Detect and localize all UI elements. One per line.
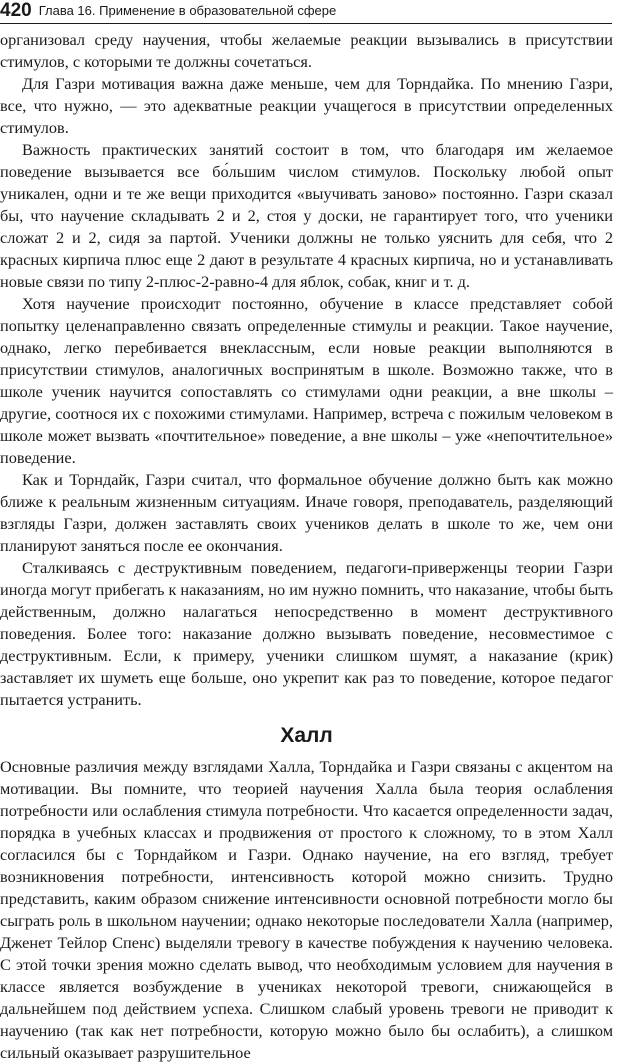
running-head: Глава 16. Применение в образовательной сфере — [38, 3, 337, 18]
paragraph: Для Газри мотивация важна даже меньше, чем для Торндайка. По мнению Газри, все, что нужно, — это адекватные реакции учащегося в присутствии определенных стимулов. — [0, 74, 613, 137]
paragraph: Хотя научение происходит постоянно, обучение в классе представляет собой попытку целенаправленно связать определенные стимулы и реакции. Такое научение, однако, легко перебивается внеклассным, если новые реакции выполняются в присутствии стимулов, аналогичных воспринятым в школе. Возможно также, что в школе ученик научится сопоставлять со стимулами одни реакции, а вне школы – другие, соотнося их с похожими стимулами. Например, встреча с пожилым человеком в школе может вызвать «почтительное» поведение, а вне школы – уже «непочтительное» поведение. — [0, 294, 613, 467]
body-text — [0, 29, 613, 1064]
section-heading: Халл — [280, 724, 333, 747]
paragraph: Сталкиваясь с деструктивным поведением, педагоги-приверженцы теории Газри иногда могут прибегать к наказаниям, но им нужно помнить, что наказание, чтобы быть действенным, должно налагаться непосредственно в момент деструктивного поведения. Более того: наказание должно вызывать поведение, несовместимое с деструктивным. Если, к примеру, ученики слишком шумят, а наказание (крик) заставляет их шуметь еще больше, оно укрепит как раз то поведение, которое педагог пытается устранить. — [0, 558, 613, 709]
paragraph: Как и Торндайк, Газри считал, что формальное обучение должно быть как можно ближе к реальным жизненным ситуациям. Иначе говоря, преподаватель, разделяющий взгляды Газри, должен заставлять своих учеников делать в школе то же, чем они планируют заняться после ее окончания. — [0, 470, 613, 555]
section-paragraph: Основные различия между взглядами Халла, Торндайка и Газри связаны с акцентом на мотивации. Вы помните, что теорией научения Халла была теория ослабления потребности или ослабления стимула потребности. Что касается определенности задач, порядка в учебных классах и продвижения от простого к сложному, то в этом Халл согласился бы с Торндайком и Газри. Однако научение, на его взгляд, требует возникновения потребности, интенсивность которой можно снизить. Трудно представить, каким образом снижение интенсивности основной потребности могло бы сыграть роль в школьном научении; однако некоторые последователи Халла (например, Дженет Тейлор Спенс) выделяли тревогу в качестве побуждения к научению человека. С этой точки зрения можно сделать вывод, что необходимым условием для научения в классе является возбуждение в учениках некоторой тревоги, снижающейся в дальнейшем под действием успеха. Слишком слабый уровень тревоги не приводит к научению (так как нет потребности, которую можно было бы ослабить), а слишком сильный оказывает разрушительное — [0, 757, 613, 1062]
paragraph: Важность практических занятий состоит в том, что благодаря им желаемое поведение вызывается все бо́льшим числом стимулов. Поскольку любой опыт уникален, одни и те же вещи приходится «выучивать заново» постоянно. Газри сказал бы, что научение складывать 2 и 2, стоя у доски, не гарантирует того, что ученики сложат 2 и 2, сидя за партой. Ученики должны не только уяснить для себя, что 2 красных кирпича плюс еще 2 дают в результате 4 красных кирпича, но и устанавливать новые связи по типу 2-плюс-2-равно-4 для яблок, собак, книг и т. д. — [0, 140, 613, 291]
page-number: 420 — [0, 0, 32, 21]
header-rule — [0, 23, 612, 24]
page-header — [0, 0, 620, 30]
paragraph-continued: организовал среду научения, чтобы желаемые реакции вызывались в присутствии стимулов, с которыми те должны сочетаться. — [0, 30, 613, 71]
